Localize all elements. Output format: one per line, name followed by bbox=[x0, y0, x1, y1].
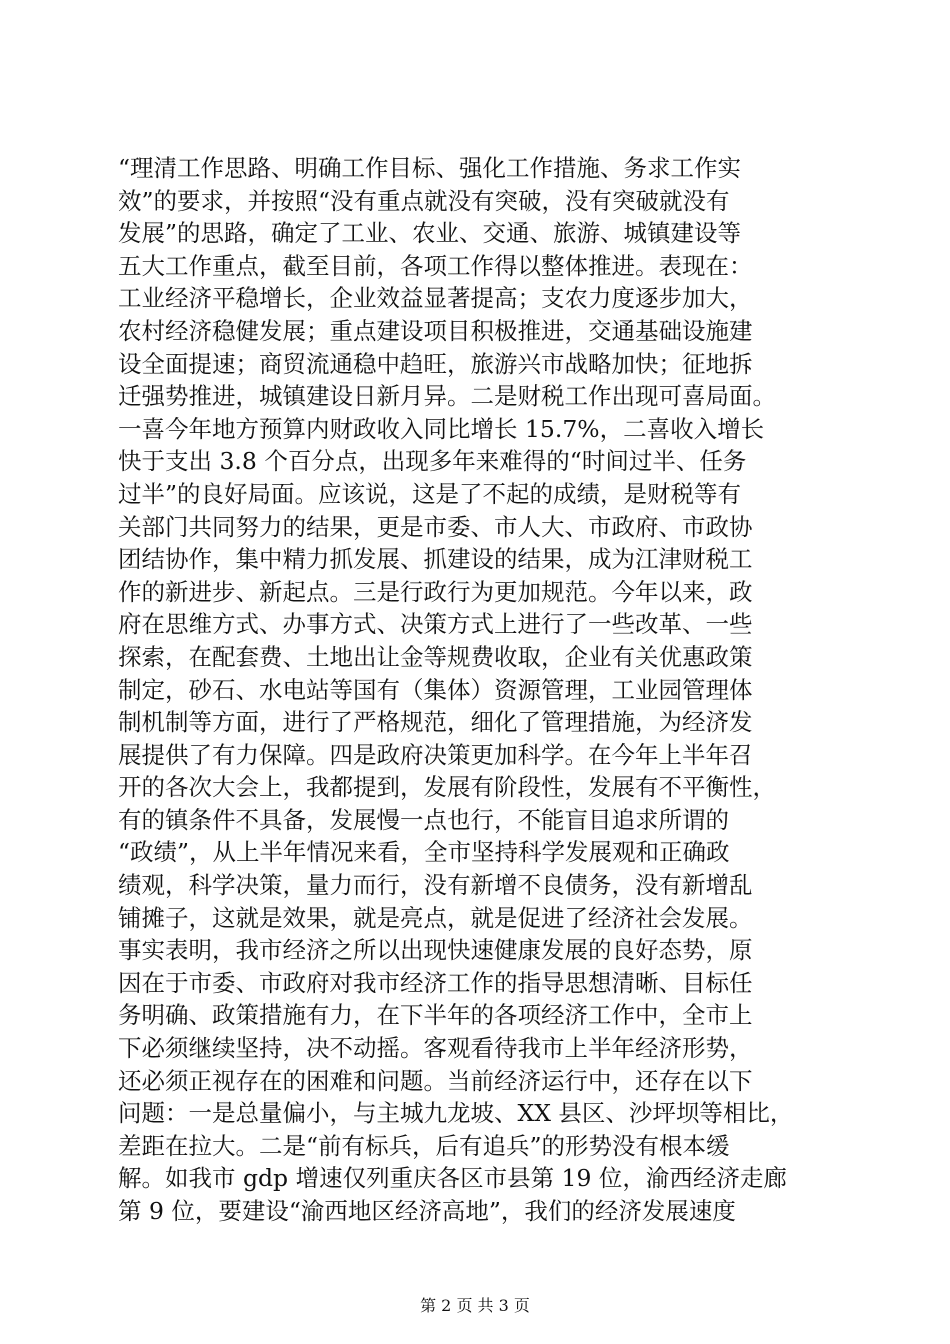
text-line: 绩观，科学决策，量力而行，没有新增不良债务，没有新增乱 bbox=[118, 871, 753, 900]
text-line: 第 9 位，要建设“渝西地区经济高地”，我们的经济发展速度 bbox=[118, 1197, 736, 1225]
text-line: 差距在拉大。二是“前有标兵，后有追兵”的形势没有根本缓 bbox=[118, 1131, 730, 1160]
text-line: 探索，在配套费、土地出让金等规费收取，企业有关优惠政策 bbox=[118, 642, 753, 671]
text-line: 还必须正视存在的困难和问题。当前经济运行中，还存在以下 bbox=[118, 1066, 753, 1095]
text-line: 有的镇条件不具备，发展慢一点也行，不能盲目追求所谓的 bbox=[118, 805, 729, 834]
text-line: 发展”的思路，确定了工业、农业、交通、旅游、城镇建设等 bbox=[118, 219, 742, 248]
text-line: 快于支出 3.8 个百分点，出现多年来难得的“时间过半、任务 bbox=[118, 447, 747, 476]
page-number-label: 第 2 页 共 3 页 bbox=[420, 1296, 530, 1315]
text-line: 团结协作，集中精力抓发展、抓建设的结果，成为江津财税工 bbox=[118, 545, 753, 574]
text-line: 迁强势推进，城镇建设日新月异。二是财税工作出现可喜局面。 bbox=[118, 382, 776, 411]
text-line: 务明确、政策措施有力，在下半年的各项经济工作中，全市上 bbox=[118, 1001, 753, 1030]
text-line: 效”的要求，并按照“没有重点就没有突破，没有突破就没有 bbox=[118, 186, 730, 215]
text-line: 作的新进步、新起点。三是行政行为更加规范。今年以来，政 bbox=[118, 577, 753, 606]
text-line: 过半”的良好局面。应该说，这是了不起的成绩，是财税等有 bbox=[118, 479, 742, 508]
text-line: 下必须继续坚持，决不动摇。客观看待我市上半年经济形势， bbox=[118, 1034, 753, 1063]
text-line: 铺摊子，这就是效果，就是亮点，就是促进了经济社会发展。 bbox=[118, 903, 753, 932]
text-line: “政绩”，从上半年情况来看，全市坚持科学发展观和正确政 bbox=[118, 838, 730, 867]
text-line: 解。如我市 gdp 增速仅列重庆各区市县第 19 位，渝西经济走廊 bbox=[118, 1164, 787, 1193]
text-line: 一喜今年地方预算内财政收入同比增长 15.7%，二喜收入增长 bbox=[118, 414, 765, 443]
text-line: 展提供了有力保障。四是政府决策更加科学。在今年上半年召 bbox=[118, 740, 753, 769]
text-line: 因在于市委、市政府对我市经济工作的指导思想清晰、目标任 bbox=[118, 968, 753, 997]
text-line: 开的各次大会上，我都提到，发展有阶段性，发展有不平衡性， bbox=[118, 773, 776, 802]
text-line: 五大工作重点，截至目前，各项工作得以整体推进。表现在： bbox=[118, 251, 753, 280]
text-line: 事实表明，我市经济之所以出现快速健康发展的良好态势，原 bbox=[118, 936, 753, 965]
text-line: 工业经济平稳增长，企业效益显著提高；支农力度逐步加大， bbox=[118, 284, 753, 313]
text-line: 制机制等方面，进行了严格规范，细化了管理措施，为经济发 bbox=[118, 708, 753, 737]
document-body bbox=[118, 152, 838, 1228]
text-line: 设全面提速；商贸流通稳中趋旺，旅游兴市战略加快；征地拆 bbox=[118, 349, 753, 378]
text-line: 关部门共同努力的结果，更是市委、市人大、市政府、市政协 bbox=[118, 512, 753, 541]
text-line: 农村经济稳健发展；重点建设项目积极推进，交通基础设施建 bbox=[118, 316, 753, 345]
text-line: 问题：一是总量偏小，与主城九龙坡、XX 县区、沙坪坝等相比， bbox=[118, 1099, 794, 1128]
text-line: 府在思维方式、办事方式、决策方式上进行了一些改革、一些 bbox=[118, 610, 753, 639]
text-line: “理清工作思路、明确工作目标、强化工作措施、务求工作实 bbox=[118, 154, 742, 182]
text-line: 制定，砂石、水电站等国有（集体）资源管理，工业园管理体 bbox=[118, 675, 753, 704]
page-footer bbox=[0, 1296, 950, 1316]
